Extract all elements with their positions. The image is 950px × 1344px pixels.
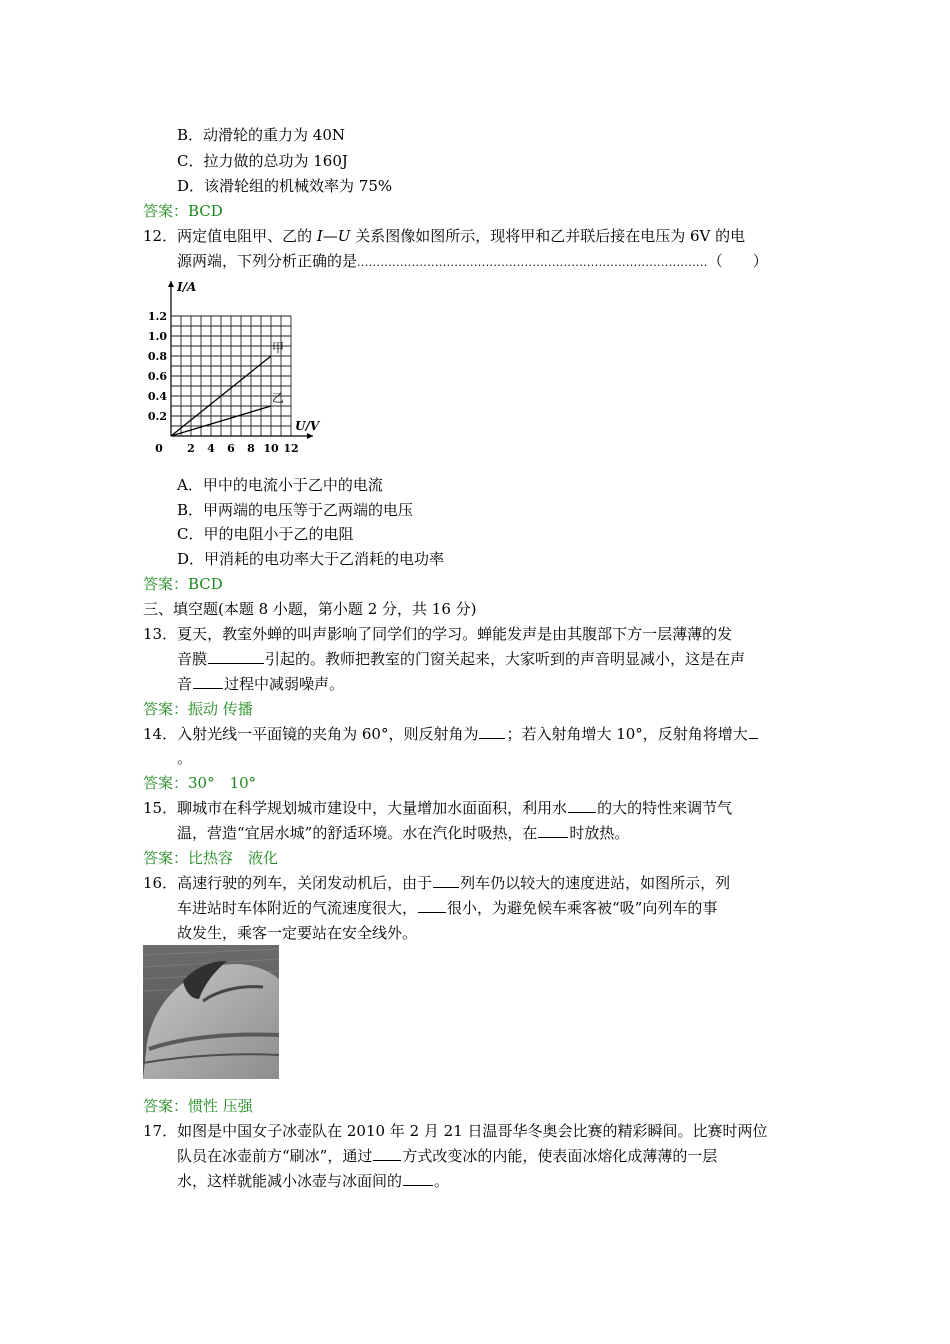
q12-answer: 答案：BCD (143, 575, 223, 593)
q15-blank-1[interactable] (568, 796, 596, 813)
q11-option-d: D．该滑轮组的机械效率为 75% (177, 177, 393, 195)
q17-blank-1[interactable] (373, 1144, 401, 1161)
y-axis-label: I/A (177, 280, 197, 294)
x-axis-label: U/V (295, 419, 320, 433)
q13-line3-a: 音 (177, 675, 193, 693)
q16-line2-b: 很小，为避免候车乘客被“吸”向列车的事 (447, 899, 718, 917)
q16-line3: 故发生，乘客一定要站在安全线外。 (177, 924, 418, 942)
q16-line2 (177, 896, 717, 920)
y-tick-label: 0.6 (147, 370, 167, 383)
q16-line1-a: 16．高速行驶的列车，关闭发动机后，由于 (143, 874, 433, 892)
q14-blank-2[interactable] (749, 722, 758, 739)
q16-line2-a: 车进站时车体附近的气流速度很大， (177, 899, 418, 917)
q12-current-symbol: I (316, 227, 323, 245)
q13-line3 (177, 672, 344, 696)
y-tick-label: 1.0 (147, 330, 167, 343)
x-tick-label: 10 (263, 442, 279, 455)
q11-answer: 答案：BCD (143, 202, 223, 220)
q16-answer: 答案：惯性 压强 (143, 1097, 253, 1115)
q14-answer: 答案：30° 10° (143, 774, 257, 792)
series-label: 甲 (272, 341, 285, 355)
q12-option-d: D．甲消耗的电功率大于乙消耗的电功率 (177, 550, 445, 568)
q17-line3-a: 水，这样就能减小冰壶与冰面间的 (177, 1172, 403, 1190)
section-heading: 三、填空题(本题 8 小题，第小题 2 分，共 16 分) (143, 600, 477, 618)
q14-line1-b: ；若入射角增大 10°，反射角将增大 (506, 725, 748, 743)
q12-line1 (143, 224, 745, 248)
q14-line1 (143, 722, 759, 746)
q12-option-a: A．甲中的电流小于乙中的电流 (177, 476, 383, 494)
q11-option-c: C．拉力做的总功为 160J (177, 152, 348, 170)
train-photo (143, 945, 279, 1079)
q11-option-b: B．动滑轮的重力为 40N (177, 126, 346, 144)
iu-chart (143, 276, 323, 458)
q16-line1 (143, 871, 730, 895)
x-tick-label: 6 (227, 442, 235, 455)
q14-line2: 。 (177, 749, 193, 767)
q12-option-c: C．甲的电阻小于乙的电阻 (177, 525, 354, 543)
y-tick-label: 0.2 (147, 410, 167, 423)
y-tick-label: 0.8 (147, 350, 167, 363)
q17-line3-b: 。 (434, 1172, 450, 1190)
q15-answer: 答案：比热容 液化 (143, 849, 279, 867)
q17-line2-b: 方式改变冰的内能，使表面冰熔化成薄薄的一层 (402, 1147, 718, 1165)
q14-line1-a: 14．入射光线一平面镜的夹角为 60°，则反射角为 (143, 725, 479, 743)
q12-dot-leader: .......................................................................................... (357, 256, 708, 269)
q16-line1-b: 列车仍以较大的速度进站，如图所示，列 (460, 874, 731, 892)
x-tick-label: 4 (207, 442, 215, 455)
q13-line2-a: 音膜 (177, 650, 208, 668)
q15-line2 (177, 821, 629, 845)
q15-line1-a: 15．聊城市在科学规划城市建设中，大量增加水面面积，利用水 (143, 799, 568, 817)
q13-line3-b: 过程中减弱噪声。 (224, 675, 345, 693)
q12-dash: — (322, 227, 338, 245)
q13-line2 (177, 647, 745, 671)
q15-line1-b: 的大的特性来调节气 (597, 799, 733, 817)
x-axis-arrow (307, 433, 313, 439)
q15-blank-2[interactable] (538, 821, 568, 838)
q13-blank-1[interactable] (208, 647, 264, 664)
q17-line3 (177, 1169, 449, 1193)
q17-blank-2[interactable] (403, 1169, 433, 1186)
q13-line2-b: 引起的。教师把教室的门窗关起来，大家听到的声音明显减小，这是在声 (265, 650, 746, 668)
x-tick-label: 2 (187, 442, 195, 455)
q17-line1: 17．如图是中国女子冰壶队在 2010 年 2 月 21 日温哥华冬奥会比赛的精彩瞬间。比赛时两位 (143, 1122, 768, 1140)
q13-line1: 13．夏天，教室外蝉的叫声影响了同学们的学习。蝉能发声是由其腹部下方一层薄薄的发 (143, 625, 733, 643)
q12-option-b: B．甲两端的电压等于乙两端的电压 (177, 501, 414, 519)
q12-answer-paren: （ ） (707, 252, 768, 270)
q16-blank-2[interactable] (418, 896, 446, 913)
x-tick-label: 12 (283, 442, 299, 455)
x-tick-label: 0 (155, 442, 163, 455)
q15-line1 (143, 796, 732, 820)
q12-line1-text-b: 关系图像如图所示，现将甲和乙并联后接在电压为 6V 的电 (350, 227, 746, 245)
q13-blank-2[interactable] (193, 672, 223, 689)
q15-line2-b: 时放热。 (569, 824, 630, 842)
q17-line2-a: 队员在冰壶前方“刷冰”，通过 (177, 1147, 373, 1165)
q13-answer: 答案：振动 传播 (143, 700, 253, 718)
q15-line2-a: 温，营造“宜居水城”的舒适环境。水在汽化时吸热，在 (177, 824, 538, 842)
y-tick-label: 1.2 (147, 310, 167, 323)
series-label: 乙 (272, 391, 285, 405)
q12-line1-text-a: 12．两定值电阻甲、乙的 (143, 227, 317, 245)
q17-line2 (177, 1144, 717, 1168)
q12-line2-text: 源两端，下列分析正确的是 (177, 252, 358, 270)
q14-blank-1[interactable] (479, 722, 505, 739)
q12-line2 (177, 249, 768, 273)
q12-voltage-symbol: U (337, 227, 351, 245)
q16-blank-1[interactable] (433, 871, 459, 888)
x-tick-label: 8 (247, 442, 255, 455)
chart-labels (148, 280, 321, 455)
y-tick-label: 0.4 (147, 390, 167, 403)
y-axis-arrow (168, 281, 174, 287)
